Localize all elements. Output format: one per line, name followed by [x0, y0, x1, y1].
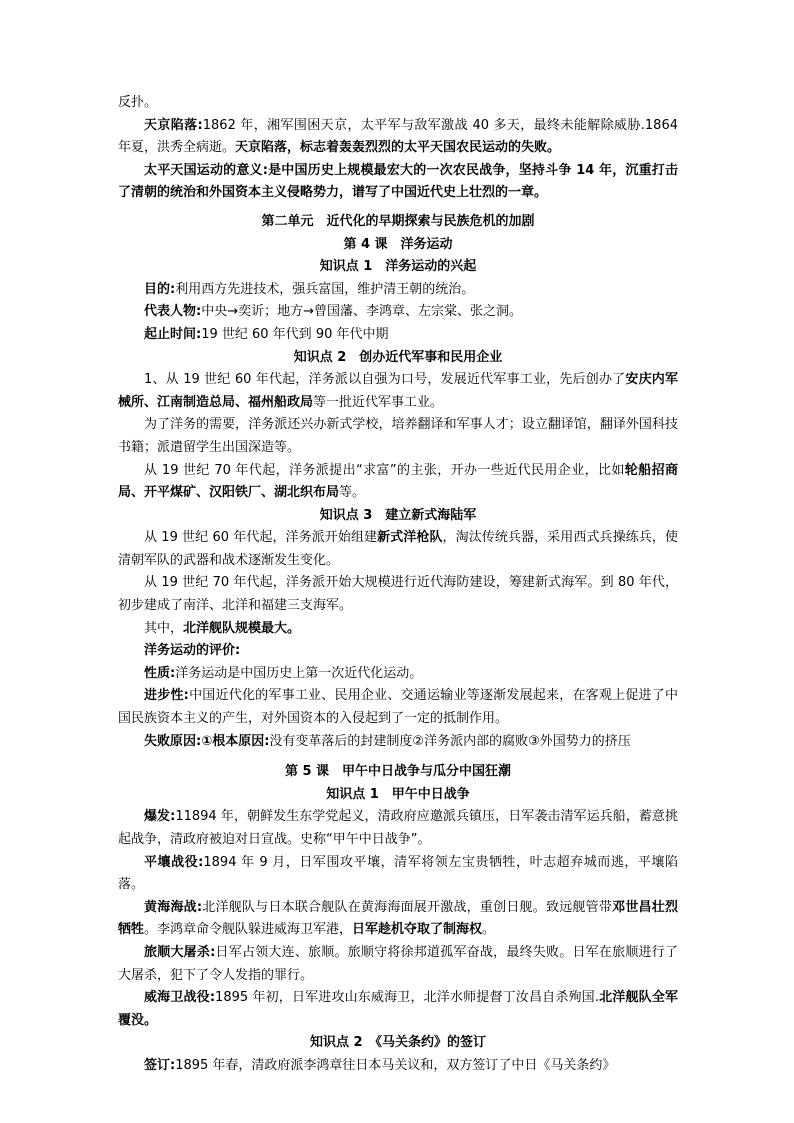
text: 反扑。 — [118, 95, 158, 110]
bold-text: 是中国历史上规模最宏大的一次农民战争，坚持斗争 14 年，沉重打击了清朝的统治和外国资本主义侵略势力，谱写了中国近代史上壮烈的一章。 — [118, 162, 678, 201]
label-signing: 签订: — [144, 1057, 176, 1073]
text: ，淘汰传统兵器，采用西式兵操练兵，使清朝军队的武器和战术逐渐发生变化。 — [118, 530, 678, 568]
text: 11894 年，朝鲜发生东学党起义，清政府应邀派兵镇压，日军袭击清军运兵船，蓄意挑起战争，清政府被迫对日宣战。史称“甲午中日战争”。 — [118, 809, 678, 847]
knowledge-point-5-2-title: 知识点 2 《马关条约》的签订 — [309, 1035, 487, 1051]
paragraph-weihaiwei — [118, 987, 678, 1032]
bold-text: ①根本原因: — [201, 733, 270, 749]
paragraph-new-army — [118, 527, 678, 572]
text: 1895 年春，清政府派李鸿章往日本马关议和，双方签订了中日《马关条约》 — [175, 1057, 616, 1073]
text: 19 世纪 60 年代到 90 年代中期 — [201, 326, 389, 342]
paragraph-failure — [118, 731, 678, 754]
text: 。 — [482, 922, 496, 938]
paragraph-fanpu — [118, 92, 678, 115]
paragraph-yellow-sea — [118, 897, 678, 942]
paragraph-people — [118, 301, 678, 324]
paragraph-evaluation-title — [118, 640, 678, 663]
paragraph-schools — [118, 414, 678, 459]
label-lushun: 旅顺大屠杀: — [144, 944, 216, 960]
paragraph-civil-enterprise — [118, 460, 678, 505]
text: 中央→奕䜣；地方→曾国藩、李鸿章、左宗棠、张之洞。 — [201, 304, 522, 320]
lesson-5-title: 第 5 课 甲午中日战争与瓜分中国狂潮 — [284, 764, 512, 780]
text: 其中， — [144, 620, 184, 636]
text: 从 19 世纪 70 年代起，洋务派提出“求富”的主张，开办一些近代民用企业，比如 — [144, 462, 625, 478]
label-nature: 性质: — [144, 665, 176, 681]
label-period: 起止时间: — [144, 326, 202, 342]
text: 1895 年初，日军进攻山东威海卫，北洋水师提督丁汝昌自杀殉国. — [215, 990, 599, 1006]
text: 洋务运动是中国历史上第一次近代化运动。 — [175, 665, 423, 681]
text: 1862 年，湘军围困天京，太平军与敌军激战 40 多天，最终未能解除威胁.1864 年夏，洪秀全病逝。 — [118, 117, 678, 156]
paragraph-nature — [118, 663, 678, 686]
knowledge-point-2-title: 知识点 2 创办近代军事和民用企业 — [293, 349, 503, 365]
paragraph-progress — [118, 685, 678, 730]
bold-text: 日军趁机夺取了制海权 — [352, 922, 483, 938]
bold-text: 轮船招商局、开平煤矿、汉阳铁厂、湖北织布局 — [118, 462, 678, 501]
paragraph-lushun — [118, 942, 678, 987]
text: 从 19 世纪 70 年代起，洋务派开始大规模进行近代海防建设，筹建新式海军。到 80 年代，初步建成了南洋、北洋和福建三支海军。 — [118, 575, 678, 614]
bold-text: 北洋舰队规模最大。 — [183, 620, 301, 636]
text: 等一批近代军事工业。 — [313, 394, 444, 410]
label-yellow-sea: 黄海海战: — [144, 899, 203, 915]
paragraph-pyongyang — [118, 852, 678, 897]
paragraph-taiping-meaning — [118, 160, 678, 205]
text: 等。 — [339, 485, 366, 501]
text: 1、从 19 世纪 60 年代起，洋务派以自强为口号，发展近代军事工业，先后创办了 — [144, 372, 626, 388]
label-outbreak: 爆发: — [144, 809, 176, 825]
paragraph-outbreak — [118, 806, 678, 851]
text: 中国近代化的军事工业、民用企业、交通运输业等逐渐发展起来，在客观上促进了中国民族资本主义的产生，对外国资本的入侵起到了一定的抵制作用。 — [118, 688, 678, 727]
label-weihaiwei: 威海卫战役: — [144, 990, 216, 1006]
bold-text: 安庆内军械所、江南制造总局、福州船政局 — [118, 372, 678, 410]
paragraph-tianjing-fall — [118, 115, 678, 160]
text: 1894 年 9 月，日军围攻平壤，清军将领左宝贵牺牲，叶志超弃城而逃，平壤陷落。 — [118, 854, 678, 893]
paragraph-period — [118, 324, 678, 347]
label-progress: 进步性: — [144, 688, 189, 704]
text: 从 19 世纪 60 年代起，洋务派开始组建 — [144, 530, 378, 546]
text: 。李鸿章命令舰队躲进威海卫军港， — [144, 922, 353, 938]
label-pyongyang: 平壤战役: — [144, 854, 204, 870]
knowledge-point-1-title: 知识点 1 洋务运动的兴起 — [319, 259, 477, 275]
lesson-4-title: 第 4 课 洋务运动 — [343, 236, 453, 252]
knowledge-point-5-1-title: 知识点 1 甲午中日战争 — [326, 786, 470, 802]
unit-2-title: 第二单元 近代化的早期探索与民族危机的加剧 — [261, 213, 535, 229]
text: 没有变革落后的封建制度②洋务派内部的腐败③外国势力的挤压 — [269, 733, 631, 749]
bold-text: 新式洋枪队 — [377, 530, 443, 546]
paragraph-goal — [118, 279, 678, 302]
label-failure: 失败原因: — [144, 733, 202, 749]
text: 为了洋务的需要，洋务派还兴办新式学校，培养翻译和军事人才；设立翻译馆，翻译外国科技书籍；派遣留学生出国深造等。 — [118, 417, 678, 455]
paragraph-military-industry — [118, 369, 678, 414]
paragraph-beiyang — [118, 618, 678, 641]
label-people: 代表人物: — [144, 304, 202, 320]
paragraph-signing — [118, 1055, 678, 1078]
text: 日军占领大连、旅顺。旅顺守将徐邦道孤军奋战，最终失败。日军在旅顺进行了大屠杀，犯下了令人发指的罪行。 — [118, 944, 678, 983]
bold-text: 天京陷落，标志着轰轰烈烈的太平天国农民运动的失败。 — [235, 140, 561, 156]
paragraph-navy — [118, 572, 678, 617]
text: 利用西方先进技术，强兵富国，维护清王朝的统治。 — [175, 281, 475, 297]
knowledge-point-3-title: 知识点 3 建立新式海陆军 — [319, 507, 477, 523]
label-goal: 目的: — [144, 281, 176, 297]
bold-text: 邓世昌壮烈牺牲 — [118, 899, 678, 938]
evaluation-title: 洋务运动的评价: — [144, 643, 241, 659]
label-tianjing-fall: 天京陷落: — [144, 117, 203, 133]
document-page — [118, 92, 678, 1078]
label-taiping-meaning: 太平天国运动的意义: — [144, 162, 268, 178]
text: 北洋舰队与日本联合舰队在黄海海面展开激战，重创日舰。致远舰管带 — [202, 899, 613, 915]
bold-text: 北洋舰队全军覆没。 — [118, 990, 678, 1028]
